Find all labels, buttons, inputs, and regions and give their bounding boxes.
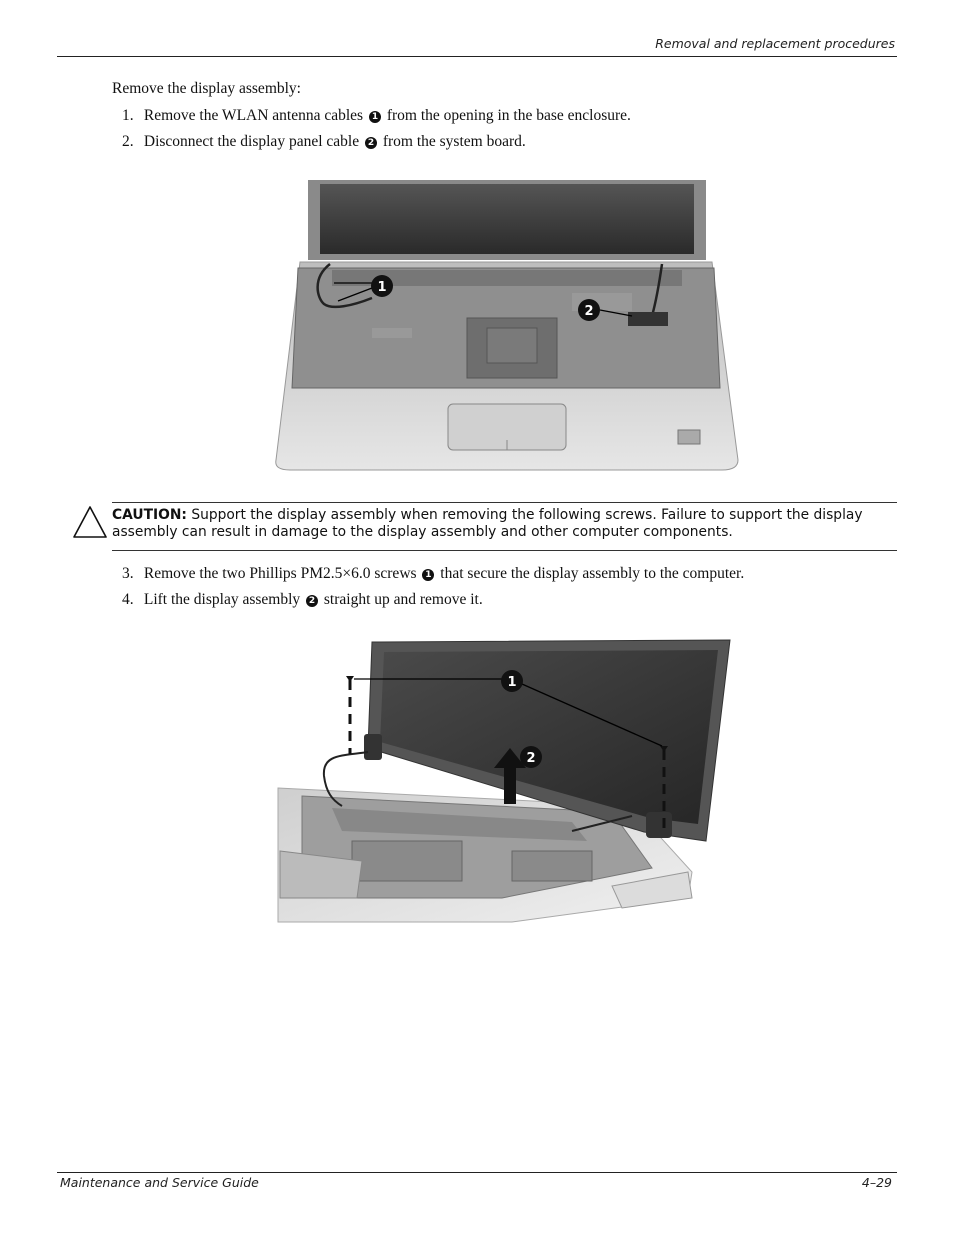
step-number: 1.	[122, 107, 134, 124]
callout-2-icon: 2	[306, 595, 318, 607]
running-header: Removal and replacement procedures	[655, 36, 895, 51]
footer-rule	[57, 1172, 897, 1173]
callout-1-icon: 1	[422, 569, 434, 581]
step-text: from the opening in the base enclosure.	[386, 107, 631, 124]
caution-notice	[112, 507, 872, 541]
caution-label: CAUTION:	[112, 507, 187, 523]
step-4	[122, 591, 483, 609]
step-text: Disconnect the display panel cable	[143, 133, 360, 150]
footer-guide-title: Maintenance and Service Guide	[60, 1175, 259, 1190]
caution-bottom-rule	[112, 550, 897, 551]
figure1-callout-1: 1	[377, 280, 387, 295]
figure2-callout-2: 2	[526, 751, 536, 766]
callout-2-icon: 2	[365, 137, 377, 149]
intro-text: Remove the display assembly:	[112, 80, 301, 97]
caution-top-rule	[112, 502, 897, 503]
caution-triangle-icon	[72, 505, 108, 539]
figure1-callout-2: 2	[584, 304, 594, 319]
figure2-callout-1: 1	[507, 675, 517, 690]
step-text: that secure the display assembly to the computer.	[440, 565, 745, 582]
header-rule	[57, 56, 897, 57]
callout-1-icon: 1	[369, 111, 381, 123]
page-number: 4–29	[861, 1175, 892, 1190]
step-text: from the system board.	[382, 133, 526, 150]
figure-display-removal	[272, 636, 742, 926]
step-number: 4.	[122, 591, 134, 608]
step-1	[122, 107, 631, 125]
step-number: 2.	[122, 133, 134, 150]
step-2	[122, 133, 526, 151]
step-3	[122, 565, 744, 583]
caution-body: Support the display assembly when removing the following screws. Failure to support the display assembly can result in damage to the display assembly and other computer components.	[112, 507, 863, 540]
step-text: Remove the WLAN antenna cables	[143, 107, 364, 124]
step-text: Remove the two Phillips PM2.5×6.0 screws	[143, 565, 417, 582]
step-number: 3.	[122, 565, 134, 582]
figure-laptop-base-cables	[272, 178, 740, 474]
step-text: straight up and remove it.	[323, 591, 483, 608]
step-text: Lift the display assembly	[143, 591, 301, 608]
